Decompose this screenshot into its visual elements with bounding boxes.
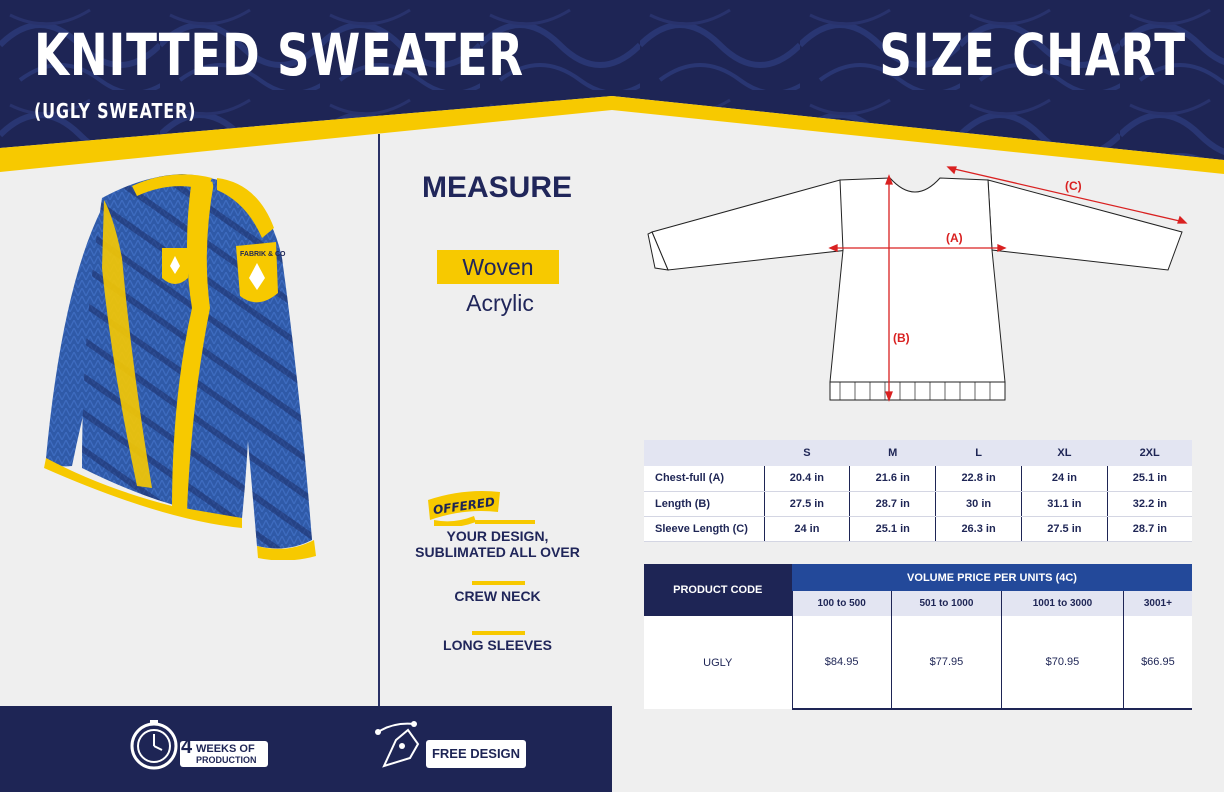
volume-price-header: VOLUME PRICE PER UNITS (4C) (792, 564, 1192, 591)
table-cell: 22.8 in (936, 466, 1022, 491)
size-chart-title: SIZE CHART (879, 21, 1186, 89)
table-cell: 25.1 in (1107, 466, 1192, 491)
size-table (644, 440, 1192, 542)
table-cell: 30 in (936, 491, 1022, 516)
product-code-header: PRODUCT CODE (644, 564, 792, 616)
size-header-blank (644, 440, 764, 466)
label-c: (C) (1065, 179, 1082, 193)
range-header: 100 to 500 (792, 591, 891, 616)
label-b: (B) (893, 331, 910, 345)
table-row (644, 516, 1192, 541)
size-header: L (936, 440, 1022, 466)
table-cell: 31.1 in (1021, 491, 1107, 516)
sweater-icon (42, 168, 322, 560)
row-label: Sleeve Length (C) (644, 516, 764, 541)
size-header: 2XL (1107, 440, 1192, 466)
page-subtitle: (UGLY SWEATER) (34, 99, 197, 123)
label-a: (A) (946, 231, 963, 245)
table-cell: 27.5 in (764, 491, 850, 516)
table-row (644, 491, 1192, 516)
feature-sublimated (390, 528, 605, 560)
row-label: Chest-full (A) (644, 466, 764, 491)
table-row (644, 466, 1192, 491)
pen-tool-icon (374, 720, 434, 772)
feature-long-sleeves: LONG SLEEVES (443, 637, 552, 653)
offered-badge-text: OFFERED (432, 494, 496, 518)
material-woven: Woven (437, 250, 559, 284)
table-cell: 24 in (764, 516, 850, 541)
product-code: UGLY (644, 616, 792, 709)
table-cell: 25.1 in (850, 516, 936, 541)
size-header-row (644, 440, 1192, 466)
table-cell: 24 in (1021, 466, 1107, 491)
range-header: 3001+ (1123, 591, 1192, 616)
free-design-badge: FREE DESIGN (426, 740, 526, 768)
price-cell: $77.95 (891, 616, 1001, 709)
weeks-line1: WEEKS OF (196, 743, 255, 755)
size-header: M (850, 440, 936, 466)
price-table (644, 564, 1192, 710)
feature-divider (472, 631, 525, 635)
table-cell: 27.5 in (1021, 516, 1107, 541)
chest-patch-icon (162, 248, 188, 284)
table-row (644, 616, 1192, 709)
table-cell: 20.4 in (764, 466, 850, 491)
size-header: S (764, 440, 850, 466)
sleeve-patch-text: FABRIK & CO (240, 251, 286, 258)
weeks-number: 4 (181, 736, 193, 758)
production-time-badge (180, 736, 268, 767)
table-cell: 28.7 in (850, 491, 936, 516)
offered-underline (475, 520, 535, 524)
measure-title: MEASURE (421, 171, 572, 204)
table-cell: 21.6 in (850, 466, 936, 491)
material-acrylic: Acrylic (466, 290, 534, 316)
table-cell: 28.7 in (1107, 516, 1192, 541)
row-label: Length (B) (644, 491, 764, 516)
price-cell: $66.95 (1123, 616, 1192, 709)
weeks-line2: PRODUCTION (196, 755, 257, 765)
column-divider (378, 134, 380, 706)
feature-crew-neck: CREW NECK (454, 588, 541, 604)
sweater-measurement-diagram (640, 160, 1200, 410)
table-cell: 26.3 in (936, 516, 1022, 541)
price-header-row (644, 564, 1192, 591)
price-cell: $70.95 (1002, 616, 1124, 709)
range-header: 501 to 1000 (891, 591, 1001, 616)
feature-sublimated-text: YOUR DESIGN, SUBLIMATED ALL OVER (415, 528, 580, 560)
table-cell: 32.2 in (1107, 491, 1192, 516)
price-cell: $84.95 (792, 616, 891, 709)
range-header: 1001 to 3000 (1002, 591, 1124, 616)
size-header: XL (1021, 440, 1107, 466)
page-title: KNITTED SWEATER (34, 21, 524, 89)
feature-divider (472, 581, 525, 585)
